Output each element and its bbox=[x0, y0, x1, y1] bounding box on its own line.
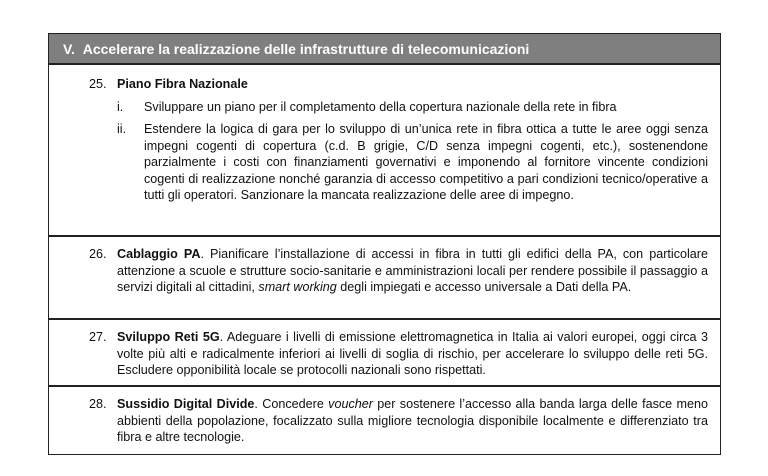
item-25-section bbox=[49, 65, 720, 237]
item-26-section bbox=[49, 237, 720, 320]
item-27-section bbox=[49, 320, 720, 387]
item-title: Sviluppo Reti 5G bbox=[117, 330, 220, 344]
item-text-emphasis: voucher bbox=[328, 397, 373, 411]
sub-item bbox=[117, 121, 708, 204]
item-text: . Pianificare l’installazione di accessi in fibra in tutti gli edifici della PA, con particolare attenzione a scuole e strutture socio-sanitarie e amministrazioni locali per rendere possibile il passaggio a servizi digitali al cittadini, bbox=[117, 247, 708, 294]
item-number: 28. bbox=[89, 397, 107, 411]
item-number: 25. bbox=[89, 77, 107, 91]
sub-item-text: Estendere la logica di gara per lo sviluppo di un’unica rete in fibra ottica a tutte le aree oggi senza impegni cogenti di copertura (c.d. B grigie, C/D senza impegni cogenti, etc.), sostenendone parzialmente i costi con finanziamenti governativi e imponendo al fornitore vincente condizioni cogenti di realizzazione nonché garanzia di accesso competitivo a pari condizioni tecnico/operative a tutti gli operatori. Sanzionare la mancata realizzazione delle aree di impegno. bbox=[144, 122, 708, 202]
section-header: V. Accelerare la realizzazione delle infrastrutture di telecomunicazioni bbox=[49, 34, 720, 65]
item-text-emphasis: smart working bbox=[258, 280, 337, 294]
sub-item bbox=[117, 99, 708, 116]
item-title: Sussidio Digital Divide bbox=[117, 397, 255, 411]
item-number: 27. bbox=[89, 330, 107, 344]
item-text: per sostenere l’accesso alla banda larga delle fasce meno abbienti della popolazione, focalizzato sulla migliore tecnologia disponibile localmente e differenziato tra fibra e altre tecnologie. bbox=[117, 397, 708, 444]
sub-item-numeral: ii. bbox=[117, 122, 127, 136]
item-body bbox=[117, 396, 708, 446]
item-text: . Adeguare i livelli di emissione elettromagnetica in Italia ai valori europei, oggi circa 3 volte più alti e radicalmente inferiori ai livelli di soglia di rischio, per accelerare lo sviluppo delle reti 5G. Escludere opponibilità locale se protocolli nazionali sono rispettati. bbox=[117, 330, 708, 377]
item-28-section bbox=[49, 387, 720, 446]
item-text: degli impiegati e accesso universale a Dati della PA. bbox=[336, 280, 632, 294]
item-title: Cablaggio PA bbox=[117, 247, 201, 261]
item-body bbox=[117, 329, 708, 379]
sub-item-numeral: i. bbox=[117, 99, 124, 114]
item-number: 26. bbox=[89, 247, 107, 261]
measures-table bbox=[48, 33, 721, 455]
item-text: . Concedere bbox=[254, 397, 329, 411]
item-title: Piano Fibra Nazionale bbox=[117, 77, 248, 91]
sub-item-text: Sviluppare un piano per il completamento della copertura nazionale della rete in fibra bbox=[144, 99, 617, 114]
item-body bbox=[117, 246, 708, 296]
